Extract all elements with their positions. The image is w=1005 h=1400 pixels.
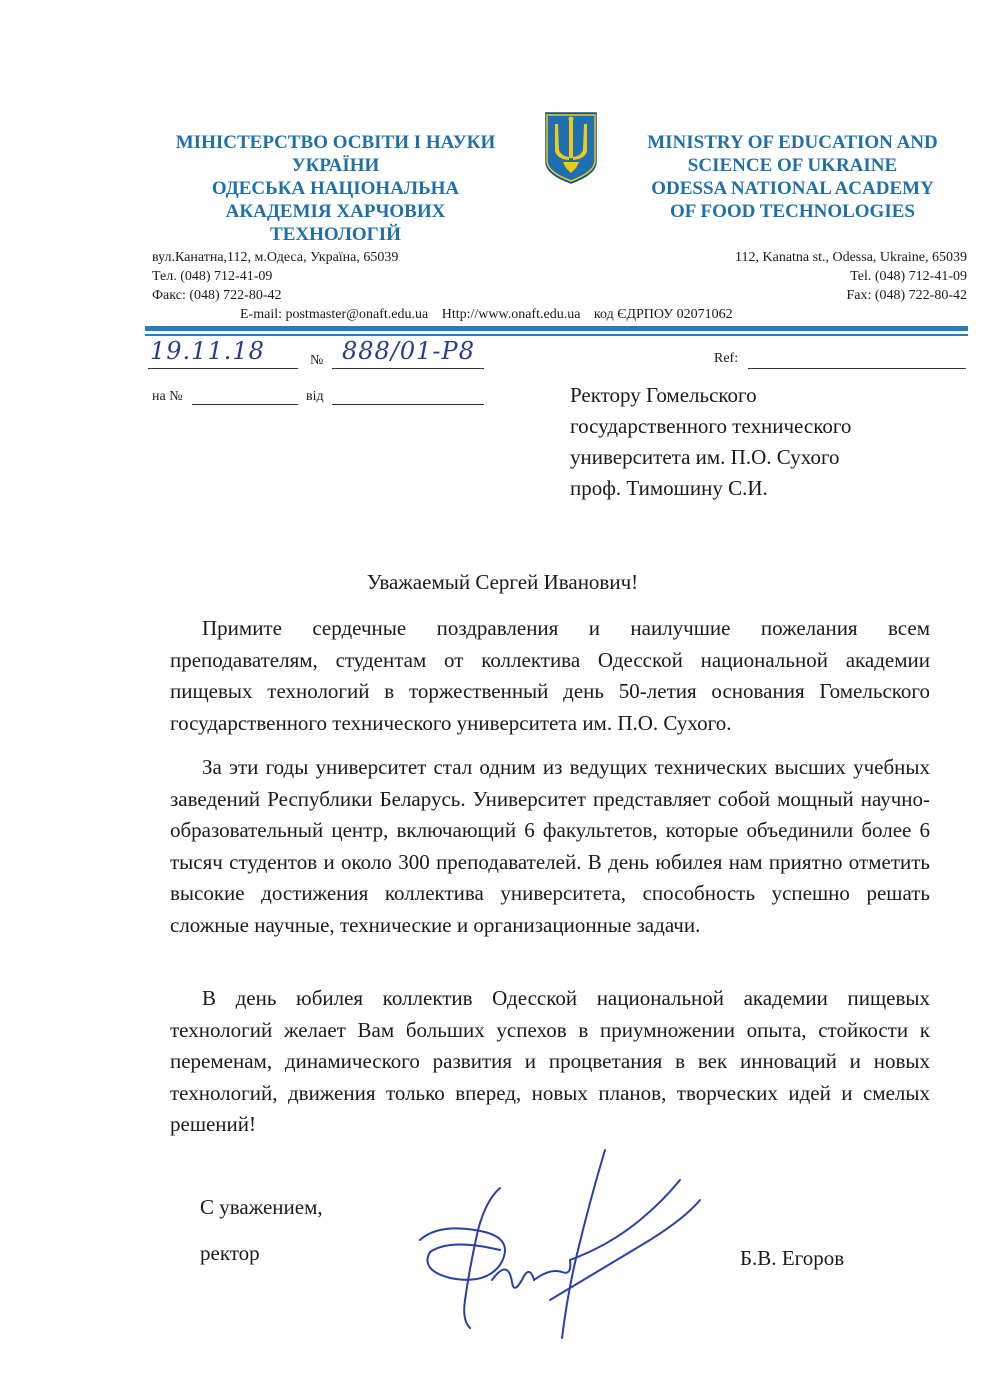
ref-underline (748, 368, 966, 369)
closing-regards: С уважением, (200, 1195, 323, 1219)
org-ua-line: ОДЕСЬКА НАЦІОНАЛЬНА (211, 178, 460, 199)
recipient-line: государственного технического (570, 414, 852, 438)
outgoing-number: 888/01-Р8 (342, 337, 475, 365)
org-en-line: SCIENCE OF UKRAINE (687, 155, 898, 176)
website: Http://www.onaft.edu.ua (441, 307, 581, 322)
org-en-line: ODESSA NATIONAL ACADEMY (651, 178, 934, 199)
header-divider (145, 326, 968, 331)
org-name-ukrainian (148, 131, 523, 246)
ref-label: Ref: (714, 351, 739, 366)
contacts-ukrainian (152, 248, 492, 305)
org-en-line: MINISTRY OF EDUCATION AND (647, 132, 938, 153)
fax-en: Fax: (048) 722-80-42 (846, 288, 967, 303)
org-ua-line: ТЕХНОЛОГІЙ (270, 224, 401, 245)
outgoing-date: 19.11.18 (150, 337, 265, 365)
number-label: № (310, 353, 324, 368)
from-label: від (306, 389, 324, 404)
from-underline (332, 404, 484, 405)
phone-en: Tel. (048) 712-41-09 (850, 269, 967, 284)
org-name-english (620, 131, 965, 223)
date-underline (148, 368, 298, 369)
org-en-line: OF FOOD TECHNOLOGIES (670, 201, 915, 222)
recipient-line: университета им. П.О. Сухого (570, 445, 840, 469)
on-number-underline (192, 404, 298, 405)
number-underline (332, 368, 484, 369)
paragraph: За эти годы университет стал одним из ведущих технических высших учебных заведений Республики Беларусь. Университет представляет собой мощный научно-образовательный центр, включающий 6 факультетов, которые объединили более 6 тысяч студентов и около 300 преподавателей. В день юбилея нам приятно отметить высокие достижения коллектива университета, способность успешно решать сложные научные, технические и организационные задачи. (170, 755, 930, 937)
address-ua: вул.Канатна,112, м.Одеса, Україна, 65039 (152, 250, 399, 265)
org-ua-line: МІНІСТЕРСТВО ОСВІТИ І НАУКИ (175, 132, 496, 153)
recipient-line: проф. Тимошину С.И. (570, 476, 768, 500)
email: E-mail: postmaster@onaft.edu.ua (240, 307, 429, 322)
phone-ua: Тел. (048) 712-41-09 (152, 269, 273, 284)
edrpou-code: код ЄДРПОУ 02071062 (593, 307, 733, 322)
signer-name: Б.В. Егоров (740, 1246, 845, 1270)
paragraph: Примите сердечные поздравления и наилучшие пожелания всем преподавателям, студентам от коллектива Одесской национальной академии пищевых технологий в торжественный день 50-летия основания Гомельского государственного технического университета им. П.О. Сухого. (170, 616, 930, 735)
org-ua-line: АКАДЕМІЯ ХАРЧОВИХ (225, 201, 446, 222)
salutation: Уважаемый Сергей Иванович! (366, 570, 639, 594)
org-ua-line: УКРАЇНИ (291, 155, 380, 176)
contacts-english (560, 248, 967, 305)
fax-ua: Факс: (048) 722-80-42 (152, 288, 282, 303)
trident-emblem-icon (543, 110, 599, 186)
contacts-online (240, 305, 900, 324)
header-divider-thin (145, 334, 968, 336)
signer-post: ректор (200, 1241, 260, 1265)
address-en: 112, Kanatna st., Odessa, Ukraine, 65039 (735, 250, 967, 265)
on-number-label: на № (152, 389, 183, 404)
paragraph: В день юбилея коллектив Одесской национальной академии пищевых технологий желает Вам больших успехов в приумножении опыта, стойкости к переменам, динамического развития и процветания в век инноваций и новых технологий, движения только вперед, новых планов, творческих идей и смелых решений! (170, 986, 930, 1136)
recipient-line: Ректору Гомельского (570, 383, 757, 407)
recipient-block (570, 380, 970, 504)
handwritten-signature (400, 1140, 740, 1340)
